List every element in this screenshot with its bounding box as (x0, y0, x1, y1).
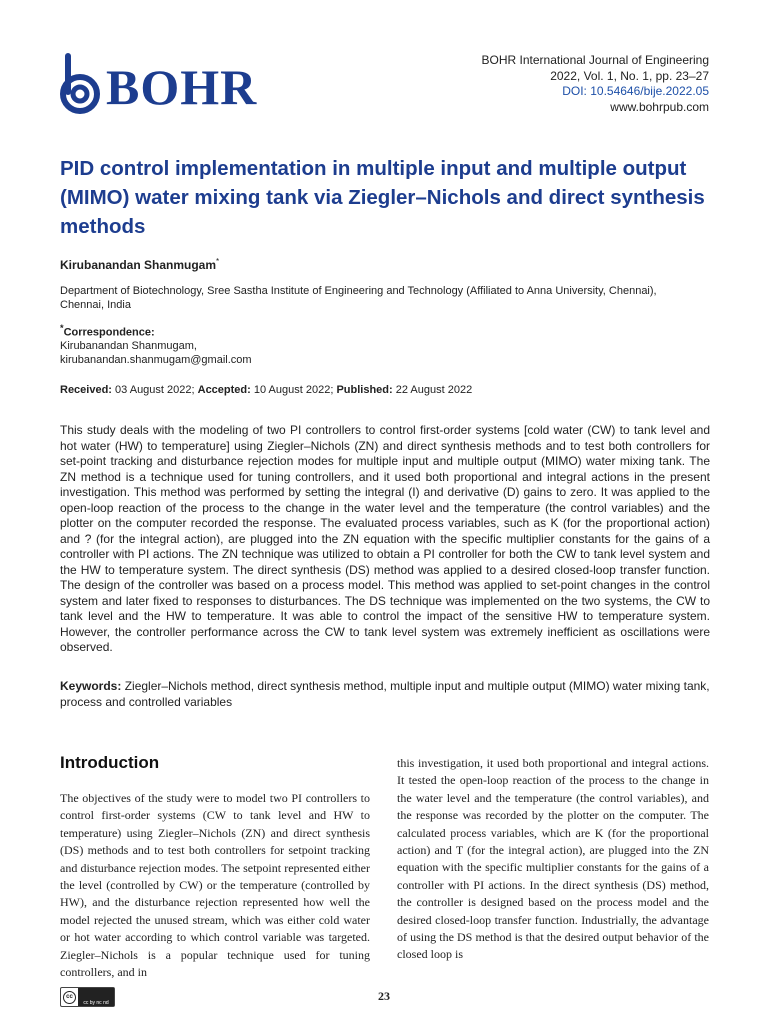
affiliation: Department of Biotechnology, Sree Sastha Institute of Engineering and Technology (Affiliated to Anna University, Chennai), Chennai, India (60, 285, 657, 311)
accepted-label: Accepted: (197, 384, 251, 396)
website-link[interactable]: www.bohrpub.com (610, 99, 709, 114)
bohr-logo (58, 44, 257, 116)
correspondence-label: Correspondence: (63, 326, 155, 339)
author-name: Kirubanandan Shanmugam (60, 258, 217, 272)
keywords (60, 679, 710, 710)
intro-column-right: this investigation, it used both proportional and integral actions. It tested the open-loop reaction of the process to the change in the water level and the temperature (the control variables), and the response was recorded by the plotter on the computer. The calculated process variables, which are K (for the proportional action) and T (for the integral action), are plugged into the ZN equation with the specific multiplier constants for the gains of a controller with PI actions. In the direct synthesis (DS) method, the controller is designed based on the process model and the desired closed-loop transfer function. Industrially, the advantage of using the DS method is that the desired output behavior of the closed loop is (397, 756, 709, 962)
keywords-text: Ziegler–Nichols method, direct synthesis method, multiple input and multiple output (MIMO) water mixing tank, process and controlled variables (60, 679, 710, 709)
received-date: 03 August 2022; (115, 384, 195, 396)
cc-icon: cc (63, 991, 76, 1004)
keywords-label: Keywords: (60, 679, 122, 693)
correspondence-name: Kirubanandan Shanmugam, (60, 340, 197, 353)
abstract: This study deals with the modeling of two PI controllers to control first-order systems [cold water (CW) to tank level and hot water (HW) to temperature] using Ziegler–Nichols (ZN) and direct synthesis methods and to test both controllers for set-point tracking and disturbance rejection modes for multiple input and multiple output (MIMO) water mixing tank. The ZN method is a technique used for tuning controllers, and it used both proportional and integral actions in the present investigation. This method was performed by setting the integral (I) and derivative (D) gains to zero. It was applied to the open-loop reaction of the process to the change in the water level and the temperature (the control variables) and the plotter on the computer recorded the response. The evaluated process variables, such as K (for the proportional action) and ? (for the integral action), are plugged into the ZN equation with the specific multiplier constants for the gains of a controller with PI actions. The ZN technique was utilized to obtain a PI controller for both the CW to tank level system and the HW to temperature system. The direct synthesis (DS) method was applied to a desired closed-loop transfer function. The design of the controller was based on a process model. This method was applied to set-point changes in the control system and later fixed to responses to disturbances. The DS technique was implemented on the two systems, the CW to tank level and the HW to temperature. It was able to control the impact of the sensitive HW to temperature system. However, the controller performance across the CW to tank level system was extremely inefficient as oscillations were observed. (60, 423, 710, 654)
bohr-swirl-icon (58, 52, 102, 116)
author-line (60, 257, 219, 272)
logo-text: BOHR (106, 59, 258, 115)
article-dates (60, 384, 472, 396)
section-heading-introduction: Introduction (60, 753, 160, 772)
published-date: 22 August 2022 (395, 384, 473, 396)
correspondence-email[interactable]: kirubanandan.shanmugam@gmail.com (60, 353, 252, 366)
accepted-date: 10 August 2022; (253, 384, 334, 396)
correspondence-mark: * (60, 323, 64, 333)
journal-info (482, 53, 709, 115)
article-title: PID control implementation in multiple input and multiple output (MIMO) water mixing tank via Ziegler–Nichols and direct synthesis methods (60, 157, 705, 238)
author-mark: * (216, 257, 220, 266)
received-label: Received: (60, 384, 112, 396)
journal-issue: 2022, Vol. 1, No. 1, pp. 23–27 (550, 68, 709, 83)
intro-column-left: The objectives of the study were to model two PI controllers to control first-order systems (CW to tank level and HW to temperature) using Ziegler–Nichols (ZN) and direct synthesis (DS) methods and to test both controllers for setpoint tracking and disturbance rejection modes. The setpoint represented either the level (controlled by CW) or the temperature (controlled by HW), and the disturbance rejection represented how well the model rejected the unused stream, which was either cold water or hot water according to which control variable was targeted. Ziegler–Nichols is a popular technique used for tuning controllers, and in (60, 791, 370, 980)
license-terms: cc by nc nd (78, 988, 114, 1006)
published-label: Published: (336, 384, 393, 396)
page-number: 23 (378, 989, 390, 1003)
doi-link[interactable]: DOI: 10.54646/bije.2022.05 (562, 84, 709, 98)
correspondence (60, 322, 252, 367)
journal-name: BOHR International Journal of Engineering (481, 53, 709, 67)
